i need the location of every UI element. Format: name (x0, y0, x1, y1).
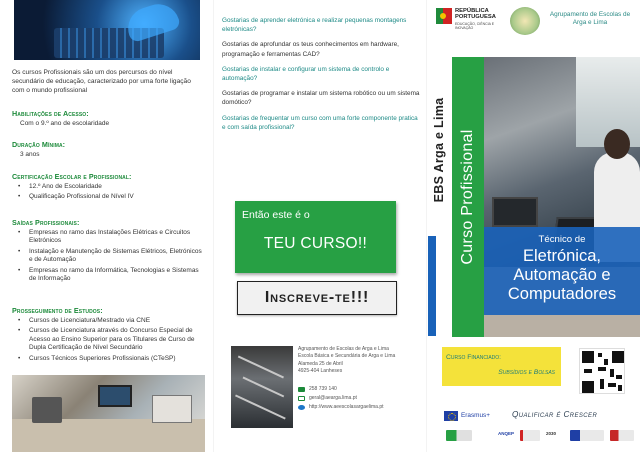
republica-sub: EDUCAÇÃO, CIÊNCIA E INOVAÇÃO (455, 22, 495, 31)
question-item: Gostarias de instalar e configurar um sistema de controlo e automação? (222, 65, 390, 83)
outputs-heading: Saídas Profissionais: (12, 218, 80, 227)
republica-name: REPÚBLICA PORTUGUESA (455, 8, 496, 21)
circuit-hand-photo (14, 0, 200, 60)
list-item: • Cursos de Licenciatura através do Concurso Especial de Acesso ao Ensino Superior para os Titulares de Curso de Dupla Certificação de Nível Secundário (16, 327, 206, 352)
cta-line-2: TEU CURSO!! (263, 235, 368, 252)
wiring-photo (231, 346, 293, 428)
cover-panel (426, 0, 640, 452)
email-address: geral@aearga.lima.pt (309, 395, 357, 402)
course-name-line: Eletrónica, (523, 247, 601, 265)
list-item: • Empresas no ramo da Informática, Tecnologias e Sistemas de Informação (16, 267, 206, 284)
question-item: Gostarias de programar e instalar um sistema robótico ou um sistema domótico? (222, 90, 420, 107)
funding-entity-logo (610, 430, 634, 441)
further-studies-heading: Prosseguimento de Estudos: (12, 306, 103, 315)
course-vertical-title: Curso Profissional (459, 129, 476, 265)
certification-heading: Certificação Escolar e Profissional: (12, 172, 132, 181)
eu-cofunded-logo (570, 430, 604, 441)
contact-block (298, 346, 418, 412)
course-name (484, 247, 640, 304)
question-item: Gostarias de aprender eletrónica e realizar pequenas montagens eletrónicas? (222, 17, 407, 34)
outputs-list (16, 229, 206, 285)
website-row[interactable] (298, 404, 418, 411)
list-item: • 12.º Ano de Escolaridade (16, 183, 206, 191)
erasmus-logo (444, 411, 506, 421)
phone-icon (298, 387, 305, 392)
question-item: Gostarias de aprofundar os teus conhecimentos em hardware, programação e ferramentas CAD? (222, 41, 399, 58)
address-line: 4925-404 Lanheses (298, 368, 343, 375)
portugal-flag-icon (436, 8, 452, 24)
website-link[interactable]: http://www.aeescolasargaelima.pt (309, 404, 384, 411)
republica-small-logo (520, 430, 540, 441)
ministry-logo (446, 430, 472, 441)
list-item: • Empresas no ramo das Instalações Elétricas e Circuitos Eletrónicos (16, 229, 206, 246)
republica-portuguesa-logo (436, 6, 510, 42)
phone-number: 258 739 140 (309, 385, 337, 392)
erasmus-label: Erasmus+ (461, 412, 490, 419)
list-item: • Cursos Técnicos Superiores Profissionais (CTeSP) (16, 355, 206, 363)
eu-flag-icon (444, 411, 458, 421)
duration-text: 3 anos (20, 151, 40, 158)
globe-icon (298, 405, 305, 410)
address-line: Alameda 25 de Abril (298, 360, 343, 367)
list-item: • Qualificação Profissional de Nível IV (16, 193, 206, 201)
course-label: Técnico de (538, 234, 586, 245)
vertical-course-bar (452, 57, 484, 337)
address-line: Escola Básica e Secundária de Arga e Lima (298, 353, 396, 360)
cta-box (235, 201, 396, 273)
question-item: Gostarias de frequentar um curso com uma forte componente pratica e com saída profissional? (222, 114, 418, 131)
funding-box (442, 347, 561, 386)
funding-value: Subsídios e Bolsas (498, 369, 555, 376)
cta-line-1: Então este é o (242, 209, 310, 221)
intro-text: Os cursos Profissionais são um dos percursos do nível secundário de educação, caracterizado por uma forte ligação com o mundo profissional (12, 69, 191, 94)
middle-panel (213, 0, 426, 452)
school-group-title: Agrupamento de Escolas de Arga e Lima (549, 11, 631, 26)
school-vertical-title: EBS Arga e Lima (432, 97, 446, 203)
course-name-line: Automação e (513, 266, 611, 284)
pt2030-logo-text: 2030 (546, 431, 557, 436)
questions-list (222, 16, 422, 138)
left-panel (0, 0, 213, 452)
lab-photo (12, 375, 205, 452)
course-title-band (484, 227, 640, 315)
funding-label: Curso Financiado: (446, 354, 502, 361)
course-name-line: Computadores (507, 285, 617, 303)
list-item: • Instalação e Manutenção de Sistemas Elétricos, Eletrónicos e de Automação (16, 248, 206, 265)
duration-heading: Duração Mínima: (12, 140, 66, 149)
further-studies-list (16, 317, 206, 365)
access-heading: Habilitações de Acesso: (12, 109, 89, 118)
blue-accent-strip (428, 236, 436, 336)
school-logo (510, 7, 540, 35)
email-row[interactable] (298, 395, 418, 402)
certification-list (16, 183, 206, 204)
access-text: Com o 9.º ano de escolaridade (20, 120, 110, 127)
qr-code[interactable] (579, 348, 625, 394)
slogan: Qualificar é Crescer (512, 410, 598, 419)
address-line: Agrupamento de Escolas de Arga e Lima (298, 346, 389, 352)
list-item: • Cursos de Licenciatura/Mestrado via CNE (16, 317, 206, 325)
anqep-logo-text: ANQEP (498, 431, 515, 436)
email-icon (298, 396, 305, 401)
footer-logos (442, 428, 638, 444)
enroll-button[interactable]: Inscreve-te!!! (237, 281, 397, 315)
phone-row[interactable] (298, 386, 418, 393)
